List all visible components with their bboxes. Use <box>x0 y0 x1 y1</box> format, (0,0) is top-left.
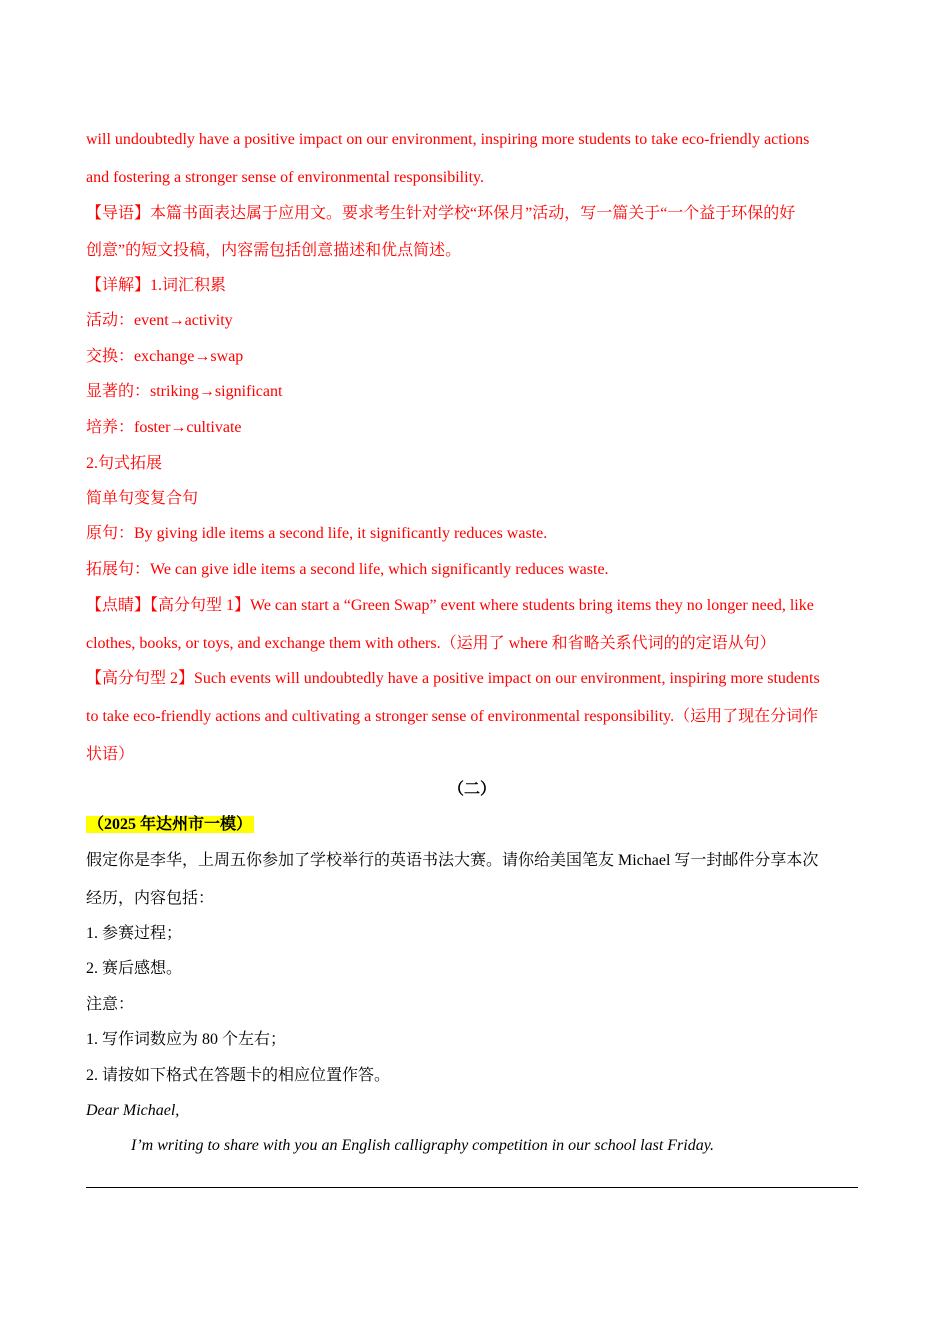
source-tag: （2025 年达州市一模） <box>88 816 253 833</box>
salutation: Dear Michael, <box>86 1102 180 1119</box>
prompt-line-2: 经历，内容包括： <box>86 890 215 907</box>
section-title: （二） <box>447 781 496 798</box>
vocab-item: 显著的：striking→significant <box>86 383 283 400</box>
note-item: 2. 请按如下格式在答题卡的相应位置作答。 <box>86 1067 391 1084</box>
original-sentence: 原句：By giving idle items a second life, it significantly reduces waste. <box>86 525 548 542</box>
sentence-subheading: 简单句变复合句 <box>86 490 199 507</box>
highlight-1-line-2: clothes, books, or toys, and exchange them with others.（运用了 where 和省略关系代词的的定语从句） <box>86 635 776 652</box>
vocab-item: 交换：exchange→swap <box>86 348 244 365</box>
answer-tail-line-1: will undoubtedly have a positive impact on our environment, inspiring more students to take eco-friendly actions <box>86 131 810 148</box>
sentence-heading: 2.句式拓展 <box>86 455 163 472</box>
content-item: 2. 赛后感想。 <box>86 960 183 977</box>
note-label: 注意： <box>86 996 135 1013</box>
guide-line-1: 【导语】本篇书面表达属于应用文。要求考生针对学校“环保月”活动，写一篇关于“一个益于环保的好 <box>86 205 796 222</box>
note-item: 1. 写作词数应为 80 个左右； <box>86 1031 287 1048</box>
highlight-2-line-2: to take eco-friendly actions and cultivating a stronger sense of environmental responsibility.（运用了现在分词作 <box>86 708 819 725</box>
guide-line-2: 创意”的短文投稿，内容需包括创意描述和优点简述。 <box>86 242 462 259</box>
highlight-2-line-3: 状语） <box>86 746 135 763</box>
answer-line <box>86 1187 858 1188</box>
opening-sentence: I’m writing to share with you an English calligraphy competition in our school last Friday. <box>131 1137 714 1154</box>
highlight-1-line-1: 【点睛】【高分句型 1】We can start a “Green Swap” event where students bring items they no longer need, like <box>86 597 814 614</box>
detail-heading: 【详解】1.词汇积累 <box>86 277 227 294</box>
vocab-item: 培养：foster→cultivate <box>86 419 242 436</box>
expanded-sentence: 拓展句：We can give idle items a second life, which significantly reduces waste. <box>86 561 609 578</box>
highlight-2-line-1: 【高分句型 2】Such events will undoubtedly have a positive impact on our environment, inspiring more students <box>86 670 820 687</box>
content-item: 1. 参赛过程； <box>86 925 183 942</box>
vocab-item: 活动：event→activity <box>86 312 233 329</box>
answer-tail-line-2: and fostering a stronger sense of environmental responsibility. <box>86 169 484 186</box>
prompt-line-1: 假定你是李华，上周五你参加了学校举行的英语书法大赛。请你给美国笔友 Michael 写一封邮件分享本次 <box>86 852 819 869</box>
source-tag-row <box>86 814 254 836</box>
